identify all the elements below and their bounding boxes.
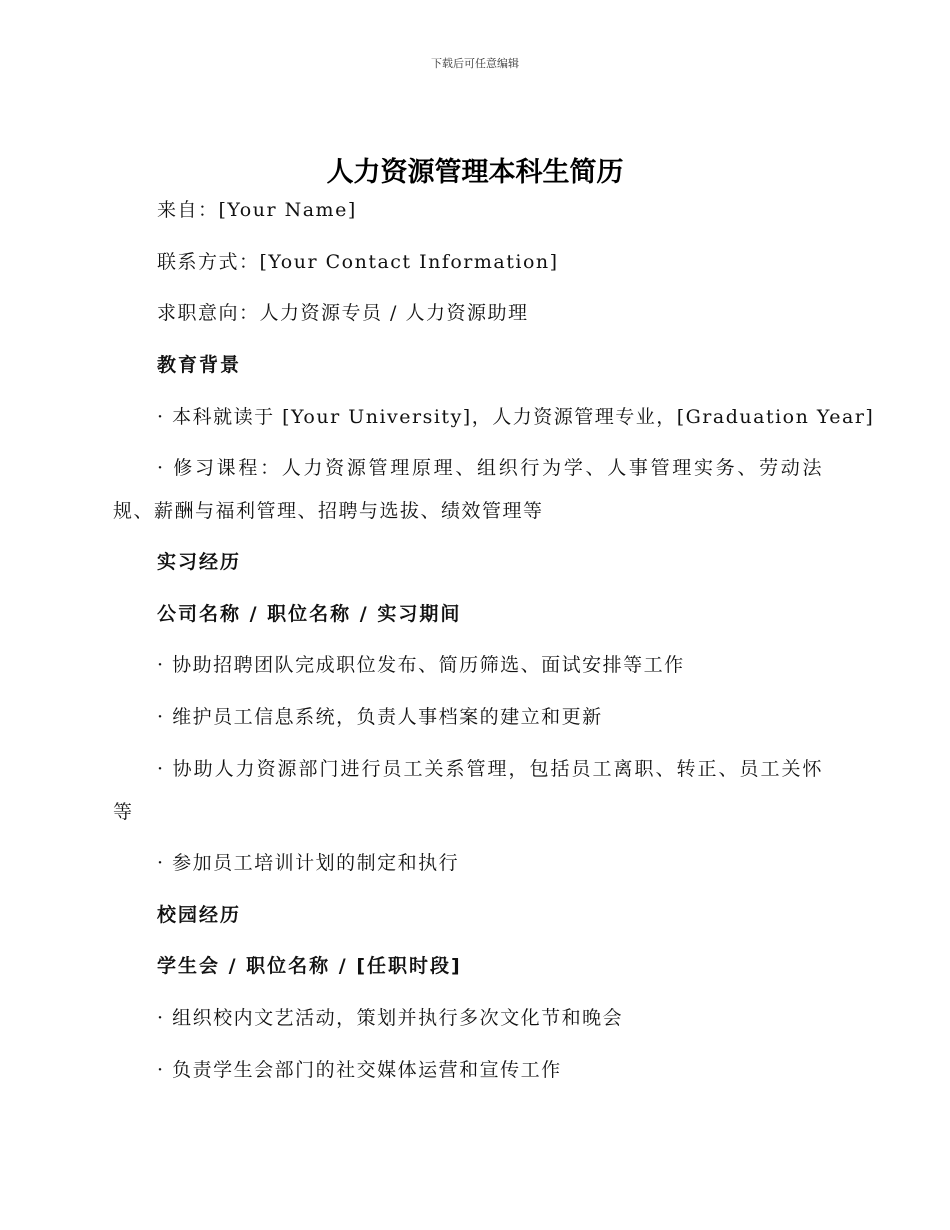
job-objective: 求职意向：人力资源专员 / 人力资源助理 [157,302,529,324]
resume-title: 人力资源管理本科生简历 [326,157,624,188]
education-item: · 修习课程：人力资源管理原理、组织行为学、人事管理实务、劳动法规、薪酬与福利管理、招聘与选拔、绩效管理等 [113,457,823,522]
internship-item: · 维护员工信息系统，负责人事档案的建立和更新 [157,706,603,728]
internship-item: · 协助人力资源部门进行员工关系管理，包括员工离职、转正、员工关怀等 [113,758,823,823]
internship-subheading: 公司名称 / 职位名称 / 实习期间 [157,603,462,625]
campus-item: · 组织校内文艺活动，策划并执行多次文化节和晚会 [157,1007,624,1029]
campus-subheading: 学生会 / 职位名称 / [任职时段] [157,955,462,977]
campus-item: · 负责学生会部门的社交媒体运营和宣传工作 [157,1059,562,1081]
education-heading: 教育背景 [157,354,242,376]
internship-item: · 协助招聘团队完成职位发布、简历筛选、面试安排等工作 [157,654,685,676]
internship-item: · 参加员工培训计划的制定和执行 [157,852,460,874]
header-note: 下载后可任意编辑 [431,57,519,70]
contact-info: 联系方式：[Your Contact Information] [157,251,559,273]
education-item: · 本科就读于 [Your University]，人力资源管理专业，[Graduation Year] [157,406,875,428]
campus-heading: 校园经历 [157,904,242,926]
contact-from: 来自：[Your Name] [157,199,357,221]
internship-heading: 实习经历 [157,551,242,573]
